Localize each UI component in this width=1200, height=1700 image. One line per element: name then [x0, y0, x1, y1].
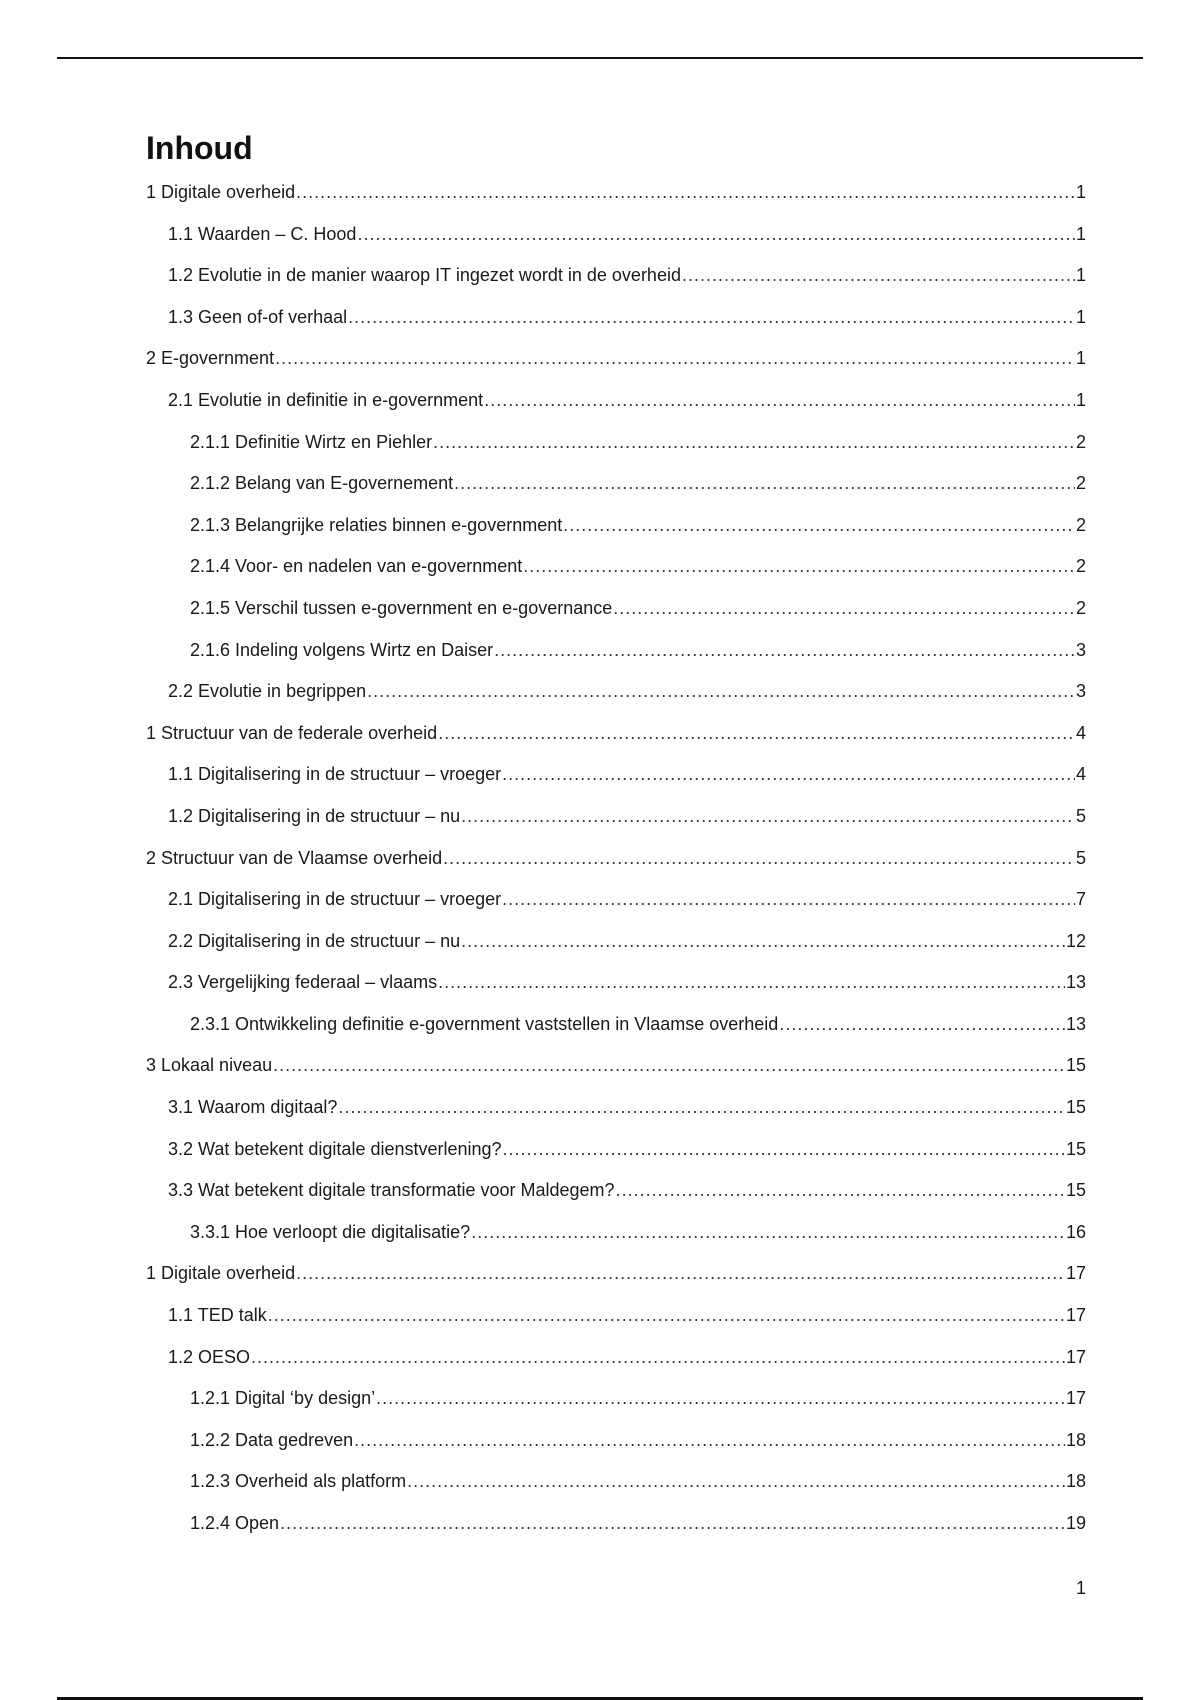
- toc-dot-leader: [494, 630, 1075, 672]
- toc-entry-page: 5: [1075, 805, 1086, 826]
- toc-entry[interactable]: [146, 671, 1086, 713]
- toc-entry-label: 1.2.4 Open: [190, 1513, 280, 1533]
- toc-entry-page: 4: [1075, 764, 1086, 785]
- toc-entry[interactable]: [146, 962, 1086, 1004]
- toc-entry[interactable]: [146, 546, 1086, 588]
- toc-entry-page: 18: [1065, 1471, 1086, 1492]
- toc-dot-leader: [367, 671, 1075, 713]
- toc-entry[interactable]: [146, 796, 1086, 838]
- toc-entry[interactable]: [146, 422, 1086, 464]
- toc-entry-label: 1.2.3 Overheid als platform: [190, 1471, 407, 1492]
- toc-dot-leader: [461, 796, 1075, 838]
- toc-entry-label: 1.3 Geen of-of verhaal: [168, 306, 348, 327]
- toc-entry[interactable]: [146, 1461, 1086, 1503]
- toc-entry-page: 15: [1065, 1097, 1086, 1118]
- toc-entry-page: 2: [1075, 556, 1086, 577]
- toc-dot-leader: [461, 921, 1065, 963]
- toc-entry[interactable]: [146, 380, 1086, 422]
- toc-entry[interactable]: [146, 1503, 1086, 1545]
- toc-entry-label: 1.1 TED talk: [168, 1305, 267, 1326]
- toc-entry-page: 15: [1065, 1180, 1086, 1201]
- toc-entry[interactable]: [146, 463, 1086, 505]
- toc-entry-page: 1: [1075, 389, 1086, 410]
- toc-dot-leader: [296, 172, 1075, 214]
- toc-dot-leader: [484, 380, 1075, 422]
- toc-entry[interactable]: [146, 1337, 1086, 1379]
- toc-entry-label: 2 Structuur van de Vlaamse overheid: [146, 847, 443, 868]
- toc-dot-leader: [268, 1295, 1065, 1337]
- toc-dot-leader: [438, 713, 1075, 755]
- toc-entry-label: 2 E-government: [146, 348, 275, 369]
- toc-entry[interactable]: [146, 214, 1086, 256]
- toc-entry-page: 3: [1075, 639, 1086, 660]
- toc-entry-label: 1.2.2 Data gedreven: [190, 1429, 354, 1450]
- toc-entry[interactable]: [146, 1295, 1086, 1337]
- toc-entry-label: 2.1.5 Verschil tussen e-government en e-governance: [190, 597, 613, 618]
- toc-dot-leader: [613, 588, 1075, 630]
- toc-entry-label: 1.2 OESO: [168, 1346, 251, 1367]
- toc-entry-label: 2.1.2 Belang van E-governement: [190, 473, 454, 494]
- header-rule: [57, 57, 1143, 59]
- toc-entry-label: 3 Lokaal niveau: [146, 1055, 273, 1076]
- toc-entry-label: 2.1.6 Indeling volgens Wirtz en Daiser: [190, 639, 494, 660]
- toc-dot-leader: [273, 1045, 1065, 1087]
- toc-entry[interactable]: [146, 1253, 1086, 1295]
- toc-entry[interactable]: [146, 921, 1086, 963]
- toc-entry-label: 1 Structuur van de federale overheid: [146, 722, 438, 743]
- toc-title: Inhoud: [146, 130, 253, 166]
- toc-entry-page: 1: [1075, 306, 1086, 327]
- toc-entry-label: 1.1 Waarden – C. Hood: [168, 223, 357, 244]
- toc-entry-page: 2: [1075, 597, 1086, 618]
- toc-entry[interactable]: [146, 879, 1086, 921]
- toc-dot-leader: [354, 1420, 1065, 1462]
- toc-dot-leader: [348, 297, 1075, 339]
- toc-entry-label: 1 Digitale overheid: [146, 1263, 296, 1284]
- toc-entry-label: 2.1.4 Voor- en nadelen van e-government: [190, 556, 523, 577]
- toc-dot-leader: [454, 463, 1075, 505]
- toc-entry[interactable]: [146, 838, 1086, 880]
- toc-entry[interactable]: [146, 1004, 1086, 1046]
- toc-dot-leader: [779, 1004, 1065, 1046]
- toc-entry-page: 19: [1065, 1513, 1086, 1533]
- toc-entry-page: 17: [1065, 1305, 1086, 1326]
- toc-entry[interactable]: [146, 1212, 1086, 1254]
- toc-entry[interactable]: [146, 1378, 1086, 1420]
- toc-entry-label: 2.1 Digitalisering in de structuur – vroeger: [168, 889, 502, 910]
- toc-entry-page: 2: [1075, 431, 1086, 452]
- table-of-contents: [146, 128, 1086, 1545]
- toc-dot-leader: [376, 1378, 1065, 1420]
- toc-dot-leader: [438, 962, 1065, 1004]
- toc-entry-page: 1: [1075, 348, 1086, 369]
- toc-dot-leader: [251, 1337, 1065, 1379]
- toc-entry-page: 17: [1065, 1388, 1086, 1409]
- toc-entry[interactable]: [146, 1045, 1086, 1087]
- toc-entry-label: 2.1.1 Definitie Wirtz en Piehler: [190, 431, 433, 452]
- toc-dot-leader: [407, 1461, 1065, 1503]
- toc-dot-leader: [471, 1212, 1065, 1254]
- toc-entry[interactable]: [146, 713, 1086, 755]
- toc-dot-leader: [433, 422, 1075, 464]
- toc-entry-page: 15: [1065, 1138, 1086, 1159]
- toc-entry-page: 1: [1075, 182, 1086, 202]
- toc-entry-page: 7: [1075, 889, 1086, 910]
- toc-entry-page: 15: [1065, 1055, 1086, 1076]
- toc-entry-label: 1.2 Evolutie in de manier waarop IT ingezet wordt in de overheid: [168, 265, 681, 286]
- toc-entry-page: 2: [1075, 473, 1086, 494]
- toc-entry-label: 3.1 Waarom digitaal?: [168, 1097, 338, 1118]
- toc-entry[interactable]: [146, 1087, 1086, 1129]
- toc-list: [146, 172, 1086, 1545]
- toc-entry-label: 3.3 Wat betekent digitale transformatie voor Maldegem?: [168, 1180, 615, 1201]
- toc-entry-label: 2.2 Digitalisering in de structuur – nu: [168, 930, 461, 951]
- toc-entry-page: 17: [1065, 1263, 1086, 1284]
- toc-dot-leader: [443, 838, 1075, 880]
- page-number: 1: [1075, 1578, 1086, 1598]
- toc-dot-leader: [338, 1087, 1065, 1129]
- toc-dot-leader: [275, 338, 1075, 380]
- toc-dot-leader: [502, 879, 1075, 921]
- toc-entry[interactable]: [146, 172, 1086, 214]
- toc-entry-page: 13: [1065, 1013, 1086, 1034]
- toc-entry-page: 5: [1075, 847, 1086, 868]
- toc-entry-page: 4: [1075, 722, 1086, 743]
- toc-entry-page: 18: [1065, 1429, 1086, 1450]
- toc-entry[interactable]: [146, 1170, 1086, 1212]
- toc-entry[interactable]: [146, 630, 1086, 672]
- toc-entry[interactable]: [146, 1129, 1086, 1171]
- toc-entry[interactable]: [146, 505, 1086, 547]
- toc-dot-leader: [616, 1170, 1065, 1212]
- toc-dot-leader: [682, 255, 1075, 297]
- toc-entry-page: 1: [1075, 223, 1086, 244]
- toc-entry-page: 1: [1075, 265, 1086, 286]
- toc-dot-leader: [357, 214, 1075, 256]
- toc-entry-label: 2.3.1 Ontwikkeling definitie e-government vaststellen in Vlaamse overheid: [190, 1013, 779, 1034]
- toc-entry-page: 16: [1065, 1221, 1086, 1242]
- toc-entry[interactable]: [146, 588, 1086, 630]
- toc-entry-label: 2.2 Evolutie in begrippen: [168, 681, 367, 702]
- toc-entry[interactable]: [146, 754, 1086, 796]
- toc-entry-label: 3.3.1 Hoe verloopt die digitalisatie?: [190, 1221, 471, 1242]
- toc-entry-page: 17: [1065, 1346, 1086, 1367]
- toc-entry-label: 1.2 Digitalisering in de structuur – nu: [168, 805, 461, 826]
- toc-entry[interactable]: [146, 338, 1086, 380]
- toc-dot-leader: [503, 1129, 1065, 1171]
- toc-entry-label: 1 Digitale overheid: [146, 182, 296, 202]
- toc-entry-page: 13: [1065, 972, 1086, 993]
- toc-entry[interactable]: [146, 297, 1086, 339]
- toc-entry-page: 12: [1065, 930, 1086, 951]
- toc-dot-leader: [280, 1503, 1065, 1545]
- toc-entry-page: 2: [1075, 514, 1086, 535]
- toc-entry[interactable]: [146, 255, 1086, 297]
- toc-entry-label: 2.1.3 Belangrijke relaties binnen e-government: [190, 514, 563, 535]
- toc-entry-page: 3: [1075, 681, 1086, 702]
- toc-dot-leader: [523, 546, 1075, 588]
- toc-entry-label: 2.1 Evolutie in definitie in e-government: [168, 389, 484, 410]
- toc-entry[interactable]: [146, 1420, 1086, 1462]
- toc-entry-label: 2.3 Vergelijking federaal – vlaams: [168, 972, 438, 993]
- toc-dot-leader: [296, 1253, 1065, 1295]
- toc-dot-leader: [502, 754, 1075, 796]
- toc-entry-label: 1.1 Digitalisering in de structuur – vroeger: [168, 764, 502, 785]
- toc-entry-label: 1.2.1 Digital ‘by design’: [190, 1388, 376, 1409]
- toc-entry-label: 3.2 Wat betekent digitale dienstverlening?: [168, 1138, 502, 1159]
- toc-dot-leader: [563, 505, 1075, 547]
